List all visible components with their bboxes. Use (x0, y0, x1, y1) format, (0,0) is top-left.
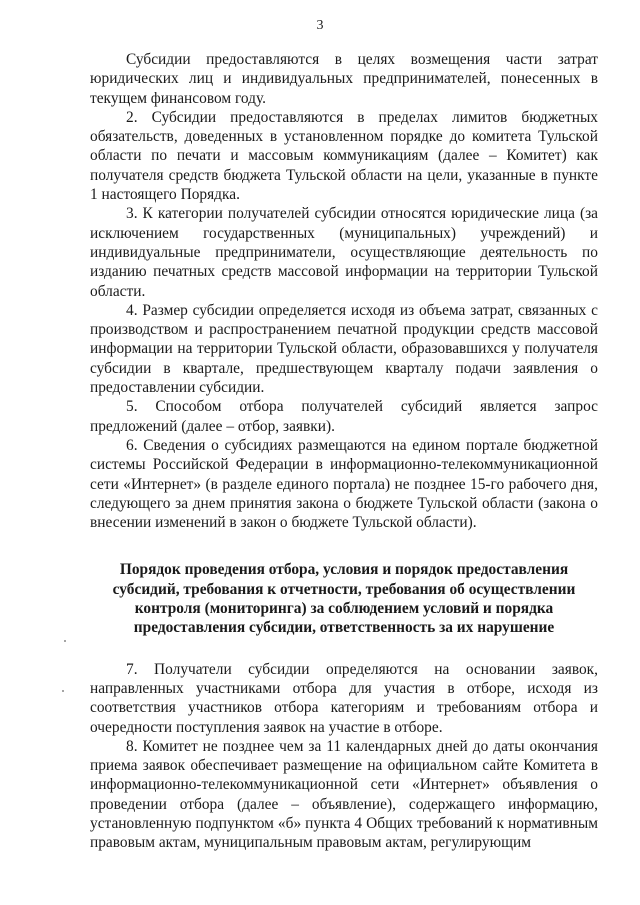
paragraph-1-cont: Субсидии предоставляются в целях возмещения части затрат юридических лиц и индивидуальных предпринимателей, понесенных в текущем финансовом году. (90, 51, 598, 107)
paragraph-3: 3. К категории получателей субсидии относятся юридические лица (за исключением государственных (муниципальных) учреждений) и индивидуальные предприниматели, осуществляющие деятельность по изданию печатных средств массовой информации на территории Тульской области. (90, 205, 598, 300)
paragraph-5: 5. Способом отбора получателей субсидий является запрос предложений (далее – отбор, заявки). (90, 398, 598, 435)
paragraph-2: 2. Субсидии предоставляются в пределах лимитов бюджетных обязательств, доведенных в установленном порядке до комитета Тульской области по печати и массовым коммуникациям (далее – Комитет) как получателя средств бюджета Тульской области на цели, указанные в пункте 1 настоящего Порядка. (90, 108, 598, 204)
paragraph-7: 7. Получатели субсидии определяются на основании заявок, направленных участниками отбора для участия в отборе, исходя из соответствия участников отбора категориям и требованиям отбора и очередности поступления заявок на участие в отборе. (90, 660, 598, 736)
document-body (90, 50, 598, 853)
scan-artifact (64, 640, 66, 642)
scan-artifact (62, 690, 64, 692)
paragraph-4: 4. Размер субсидии определяется исходя из объема затрат, связанных с производством и распространением печатной продукции средств массовой информации на территории Тульской области, образовавшихся у получателя субсидии в квартале, предшествующем кварталу подачи заявления о предоставлении субсидии. (90, 301, 598, 397)
page-number: 3 (316, 18, 324, 33)
paragraph-6: 6. Сведения о субсидиях размещаются на едином портале бюджетной системы Российской Федерации в информационно-телекоммуникационной сети «Интернет» (в разделе единого портала) не позднее 15-го рабочего дня, следующего за днем принятия закона о бюджете Тульской области (закона о внесении изменений в закон о бюджете Тульской области). (90, 436, 598, 532)
paragraph-8: 8. Комитет не позднее чем за 11 календарных дней до даты окончания приема заявок обеспечивает размещение на официальном сайте Комитета в информационно-телекоммуникационной сети «Интернет» объявления о проведении отбора (далее – объявление), содержащего информацию, установленную подпунктом «б» пункта 4 Общих требований к нормативным правовым актам, муниципальным правовым актам, регулирующим (90, 737, 598, 852)
section-heading: Порядок проведения отбора, условия и порядок предоставления субсидий, требования к отчетности, требования об осуществлении контроля (мониторинга) за соблюдением условий и порядка предоставления субсидии, ответственность за их нарушение (112, 561, 576, 637)
